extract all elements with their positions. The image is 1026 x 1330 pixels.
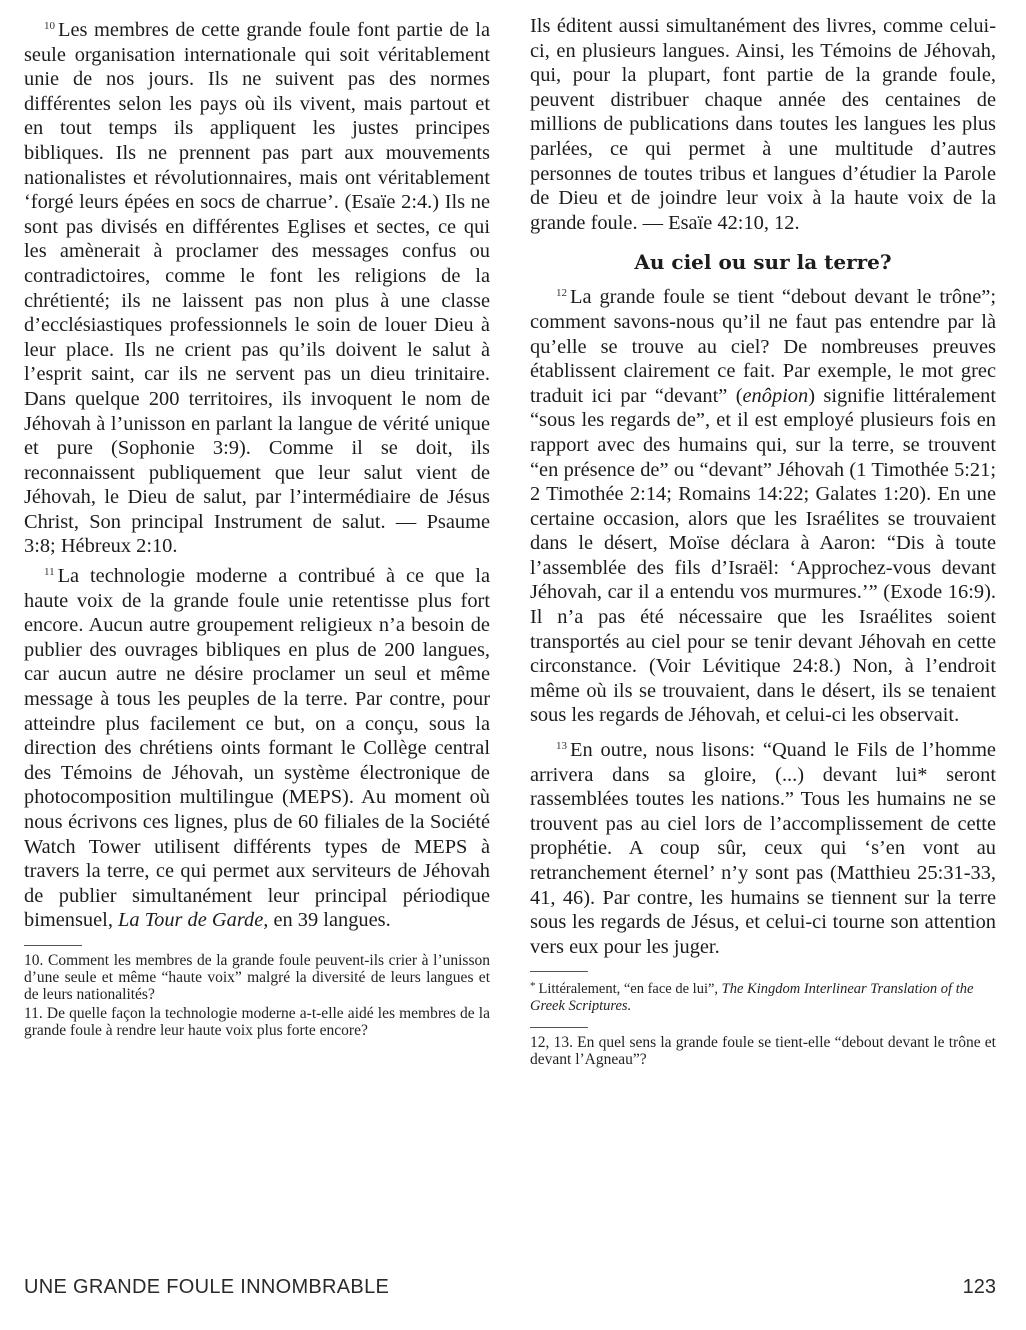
- left-column: [24, 14, 490, 1039]
- footnote-source: The Kingdom Interlinear Translation of the Greek Scriptures.: [530, 981, 974, 1015]
- section-heading: Au ciel ou sur la terre?: [634, 250, 892, 275]
- study-question-12-13: 12, 13. En quel sens la grande foule se tient-elle “debout devant le trône et devant l’Agneau”?: [530, 1034, 996, 1069]
- footnote-text: Littéralement, “en face de lui”,: [538, 981, 719, 998]
- paragraph-number: 13: [556, 740, 567, 753]
- paragraph-text: En outre, nous lisons: “Quand le Fils de l’homme arrivera dans sa gloire, (...) devant lui* seront rassemblées toutes les nations.” Tous les humains ne se trouvent pas au ciel lors de l’accomplissement de cette prophétie. A coup sûr, ceux qui ‘s’en vont au retranchement éternel’ n’y sont pas (Matthieu 25:31-33, 41, 46). Par contre, les humains se tiennent sur la terre sous les regards de Jésus, et celui-ci tourne son attention vers eux pour les juger.: [530, 739, 996, 958]
- paragraph-number: 12: [556, 287, 567, 300]
- paragraph-10: [24, 14, 490, 559]
- greek-word: enôpion: [742, 384, 809, 407]
- running-title: UNE GRANDE FOULE INNOMBRABLE: [24, 1276, 390, 1298]
- paragraph-11: [24, 560, 490, 933]
- divider: [24, 945, 82, 946]
- paragraph-12: [530, 281, 996, 728]
- paragraph-text: La technologie moderne a contribué à ce que la haute voix de la grande foule unie retentisse plus fort encore. Aucun autre groupement religieux n’a besoin de publier des ouvrages bibliques en plus de 200 langues, car aucun autre ne désire proclamer un seul et même message à tous les peuples de la terre. Par contre, pour atteindre plus facilement ce but, on a conçu, sous la direction des chrétiens oints formant le Collège central des Témoins de Jéhovah, un système électronique de photocomposition multilingue (MEPS). Au moment où nous écrivons ces lignes, plus de 60 filiales de la Société Watch Tower utilisent différents types de MEPS à travers la terre, ce qui permet aux serviteurs de Jéhovah de publier simultanément leur principal périodique bimensuel,: [24, 565, 490, 932]
- divider: [530, 971, 588, 972]
- footnote: [530, 978, 996, 1015]
- divider: [530, 1027, 588, 1028]
- paragraph-text-end: en 39 langues.: [273, 909, 391, 932]
- paragraph-text: La grande foule se tient “debout devant le trône”; comment savons-nous qu’il ne faut pas entendre par là qu’elle se trouve au ciel? De nombreuses preuves établissent clairement ce fait. Par exemple, le mot grec traduit ici par “devant” (: [530, 286, 996, 407]
- paragraph-13: [530, 734, 996, 959]
- paragraph-number: 10: [44, 20, 55, 32]
- paragraph-text-cont: ) signifie littéralement “sous les regards de”, et il est employé plusieurs fois en rapport avec des humains qui, sur la terre, se trouvent “en présence de” ou “devant” Jéhovah (1 Timothée 5:21; 2 Timothée 2:14; Romains 14:22; Galates 1:20). En une certaine occasion, alors que les Israélites se trouvaient dans le désert, Moïse déclara à Aaron: “Dis à toute l’assemblée des fils d’Israël: ‘Approchez-vous devant Jéhovah, car il a entendu vos murmures.’” (Exode 16:9). Il n’a pas été nécessaire que les Israélites soient transportés au ciel pour se tenir devant Jéhovah en cette circonstance. (Voir Lévitique 24:8.) Non, à l’endroit même où ils se trouvaient, dans le désert, ils se tenaient sous les regards de Jéhovah, et celui-ci les observait.: [530, 384, 996, 727]
- paragraph-text: Les membres de cette grande foule font partie de la seule organisation internationale qui soit véritablement unie de nos jours. Ils ne suivent pas des normes différentes selon les pays où ils vivent, mais partout et en tout temps ils appliquent les justes principes bibliques. Ils ne prennent pas part aux mouvements nationalistes et révolutionnaires, mais ont véritablement ‘forgé leurs épées en socs de charrue’. (Esaïe 2:4.) Ils ne sont pas divisés en différentes Eglises et sectes, ce qui les amènerait à proclamer des messages confus ou contradictoires, comme le font les religions de la chrétienté; ils ne laissent pas non plus à une classe d’ecclésiastiques professionnels le soin de louer Dieu à leur place. Ils ne crient pas qu’ils doivent le salut à l’esprit saint, car ils ne servent pas un dieu trinitaire. Dans quelque 200 territoires, ils invoquent le nom de Jéhovah à l’unisson en parlant la langue de vérité unique et pure (Sophonie 3:9). Comme il se doit, ils reconnaissent publiquement que leur salut vient de Jéhovah, le Dieu de salut, par l’intermédiaire de Jésus Christ, Son principal Instrument de salut. — Psaume 3:8; Hébreux 2:10.: [24, 19, 490, 558]
- periodical-title: La Tour de Garde,: [118, 909, 269, 932]
- right-column: [530, 14, 996, 1068]
- footnote-marker: *: [530, 980, 536, 993]
- paragraph-11-continued: Ils éditent aussi simultanément des livres, comme celui-ci, en plusieurs langues. Ainsi, les Témoins de Jéhovah, qui, pour la plupart, font partie de la grande foule, peuvent distribuer chaque année des centaines de millions de publications dans toutes les langues les plus parlées, ce qui permet à une multitude d’autres personnes de toutes tribus et langues d’étudier la Parole de Dieu et de joindre leur voix à la haute voix de la grande foule. — Esaïe 42:10, 12.: [530, 15, 996, 234]
- page-number: 123: [962, 1276, 996, 1298]
- study-question-10: 10. Comment les membres de la grande foule peuvent-ils crier à l’unisson d’une seule et même “haute voix” malgré la diversité de leurs langues et de leurs nationalités?: [24, 951, 490, 1003]
- paragraph-number: 11: [44, 566, 55, 579]
- study-question-11: 11. De quelle façon la technologie moderne a-t-elle aidé les membres de la grande foule à rendre leur haute voix plus forte encore?: [24, 1004, 490, 1039]
